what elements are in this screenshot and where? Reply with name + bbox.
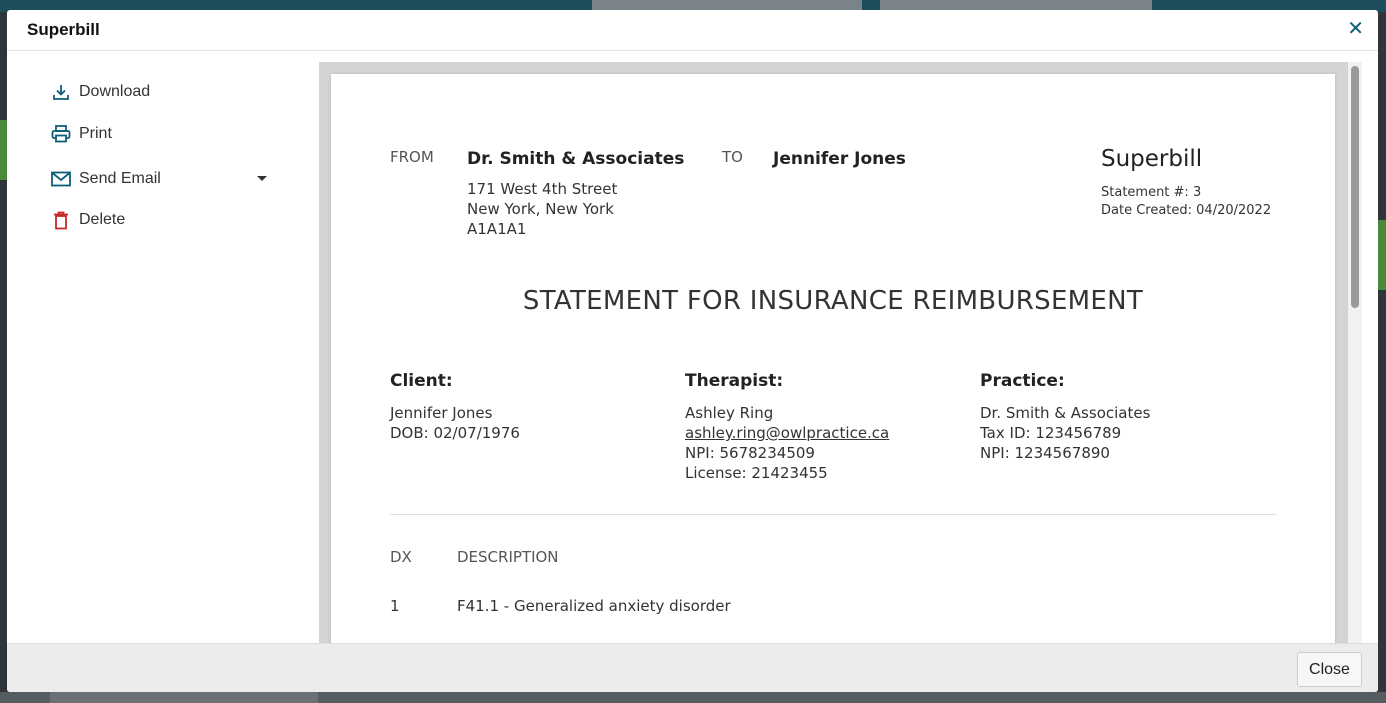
- practice-name: Dr. Smith & Associates: [980, 404, 1151, 422]
- scrollbar-thumb[interactable]: [1351, 66, 1359, 308]
- close-button[interactable]: Close: [1297, 652, 1362, 687]
- superbill-modal: [7, 10, 1378, 692]
- date-created: Date Created: 04/20/2022: [1101, 203, 1272, 218]
- background-footer-item: [50, 692, 318, 703]
- send-email-button[interactable]: [51, 169, 161, 189]
- therapist-name: Ashley Ring: [685, 404, 774, 422]
- document-preview[interactable]: [319, 62, 1362, 643]
- trash-icon: [51, 210, 71, 230]
- download-icon: [51, 82, 71, 102]
- print-icon: [51, 124, 71, 144]
- therapist-email-link[interactable]: ashley.ring@owlpractice.ca: [685, 424, 890, 442]
- background-field: [880, 0, 1152, 10]
- print-button[interactable]: [51, 124, 112, 144]
- delete-button[interactable]: [51, 210, 125, 230]
- from-label: FROM: [390, 148, 434, 166]
- therapist-label: Therapist:: [685, 371, 784, 391]
- statement-meta: [1101, 184, 1271, 220]
- print-label: Print: [79, 125, 112, 142]
- send-email-label: Send Email: [79, 170, 161, 187]
- modal-header: [7, 10, 1378, 51]
- mail-icon: [51, 169, 71, 189]
- delete-label: Delete: [79, 211, 126, 228]
- therapist-license: License: 21423455: [685, 464, 828, 482]
- preview-scrollbar[interactable]: [1348, 62, 1362, 643]
- address-line: A1A1A1: [467, 220, 527, 238]
- modal-footer: [7, 643, 1378, 692]
- client-label: Client:: [390, 371, 453, 391]
- superbill-page: [331, 74, 1335, 643]
- document-title: Superbill: [1101, 146, 1203, 172]
- close-icon[interactable]: ✕: [1347, 18, 1364, 40]
- practice-section: [980, 371, 1150, 463]
- from-name: Dr. Smith & Associates: [467, 149, 685, 169]
- from-address: [467, 179, 617, 239]
- to-name: Jennifer Jones: [773, 149, 906, 169]
- download-label: Download: [79, 83, 151, 100]
- statement-heading: STATEMENT FOR INSURANCE REIMBURSEMENT: [522, 286, 1144, 316]
- background-field: [592, 0, 862, 10]
- action-sidebar: [7, 51, 319, 643]
- dx-cell: 1: [390, 597, 400, 615]
- background-accent: [1378, 220, 1386, 290]
- description-cell: F41.1 - Generalized anxiety disorder: [457, 597, 731, 615]
- dx-column-header: DX: [390, 548, 412, 566]
- address-line: 171 West 4th Street: [467, 180, 618, 198]
- background-accent: [0, 120, 7, 180]
- practice-tax-id: Tax ID: 123456789: [980, 424, 1122, 442]
- chevron-down-icon[interactable]: [257, 176, 267, 181]
- address-line: New York, New York: [467, 200, 614, 218]
- therapist-npi: NPI: 5678234509: [685, 444, 815, 462]
- to-label: TO: [722, 148, 743, 166]
- client-name: Jennifer Jones: [390, 404, 493, 422]
- modal-title: Superbill: [27, 20, 100, 39]
- description-column-header: DESCRIPTION: [457, 548, 559, 566]
- therapist-section: [685, 371, 889, 483]
- client-section: [390, 371, 520, 443]
- practice-label: Practice:: [980, 371, 1065, 391]
- practice-npi: NPI: 1234567890: [980, 444, 1110, 462]
- client-dob: DOB: 02/07/1976: [390, 424, 520, 442]
- statement-number: Statement #: 3: [1101, 185, 1202, 200]
- divider: [390, 514, 1276, 515]
- download-button[interactable]: [51, 82, 150, 102]
